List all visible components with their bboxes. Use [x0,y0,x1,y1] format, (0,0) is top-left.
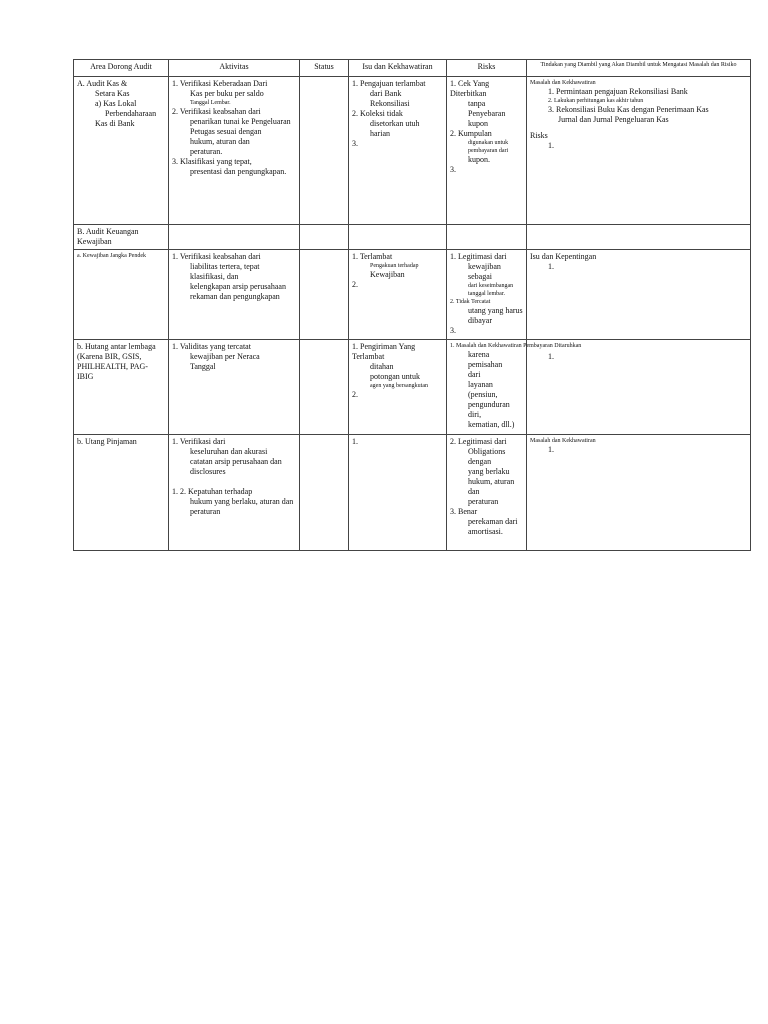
row2-area: B. Audit Keuangan Kewajiban [74,225,169,250]
row1-area: A. Audit Kas & Setara Kas a) Kas Lokal Perbendaharaan Kas di Bank [74,77,169,225]
header-status: Status [300,60,349,77]
row4-aktivitas: 1. Validitas yang tercatat kewajiban per Neraca Tanggal [169,340,300,435]
row1-risks: 1. Cek Yang Diterbitkan tanpa Penyebaran kupon 2. Kumpulan digunakan untuk pembayaran dari kupon. 3. [447,77,527,225]
table-row [74,340,751,435]
row4-area: b. Hutang antar lembaga (Karena BIR, GSIS, PHILHEALTH, PAG- IBIG [74,340,169,435]
header-aktivitas: Aktivitas [169,60,300,77]
row3-aktivitas: 1. Verifikasi keabsahan dari liabilitas tertera, tepat klasifikasi, dan kelengkapan arsip perusahaan rekaman dan pengungkapan [169,250,300,340]
table-row [74,77,751,225]
row3-risks: 1. Legitimasi dari kewajiban sebagai dari keseimbangan tanggal lembar. 2. Tidak Tercatat utang yang harus dibayar 3. [447,250,527,340]
header-area: Area Dorong Audit [74,60,169,77]
header-row [74,60,751,77]
row5-risks: 2. Legitimasi dari Obligations dengan yang berlaku hukum, aturan dan peraturan 3. Benar perekaman dari amortisasi. [447,435,527,551]
row4-tindakan: 1. [527,340,751,435]
table-row [74,225,751,250]
audit-table-sheet [73,59,750,551]
row1-isu: 1. Pengajuan terlambat dari Bank Rekonsiliasi 2. Koleksi tidak disetorkan utuh harian 3. [349,77,447,225]
row1-tindakan: Masalah dan Kekhawatiran 1. Permintaan pengajuan Rekonsiliasi Bank 2. Lakukan perhitungan kas akhir tahun 3. Rekonsiliasi Buku Kas dengan Penerimaan Kas Jurnal dan Jurnal Pengeluaran Kas Risks 1. [527,77,751,225]
row5-aktivitas: 1. Verifikasi dari keseluruhan dan akurasi catatan arsip perusahaan dan disclosures 1. 2. Kepatuhan terhadap hukum yang berlaku, aturan dan peraturan [169,435,300,551]
row3-tindakan: Isu dan Kepentingan 1. [527,250,751,340]
row1-aktivitas: 1. Verifikasi Keberadaan Dari Kas per buku per saldo Tanggal Lembar. 2. Verifikasi keabsahan dari penarikan tunai ke Pengeluaran Petugas sesuai dengan hukum, aturan dan peraturan. 3. Klasifikasi yang tepat, presentasi dan pengungkapan. [169,77,300,225]
table-row [74,435,751,551]
row1-status [300,77,349,225]
row4-isu: 1. Pengiriman Yang Terlambat ditahan potongan untuk agen yang bersangkutan 2. [349,340,447,435]
row5-isu: 1. [349,435,447,551]
row4-risks: 1. Masalah dan Kekhawatiran Pembayaran Ditaruhkan karena pemisahan dari layanan (pensiun, pengunduran diri, kematian, dll.) [447,340,527,435]
audit-plan-table [73,59,751,551]
row3-isu: 1. Terlambat Pengakuan terhadap Kewajiban 2. [349,250,447,340]
row5-tindakan: Masalah dan Kekhawatiran 1. [527,435,751,551]
table-row [74,250,751,340]
row5-area: b. Utang Pinjaman [74,435,169,551]
header-isu: Isu dan Kekhawatiran [349,60,447,77]
row3-area: a. Kewajiban Jangka Pendek [74,250,169,340]
header-tindakan: Tindakan yang Diambil yang Akan Diambil untuk Mengatasi Masalah dan Risiko [527,60,751,77]
header-risks: Risks [447,60,527,77]
